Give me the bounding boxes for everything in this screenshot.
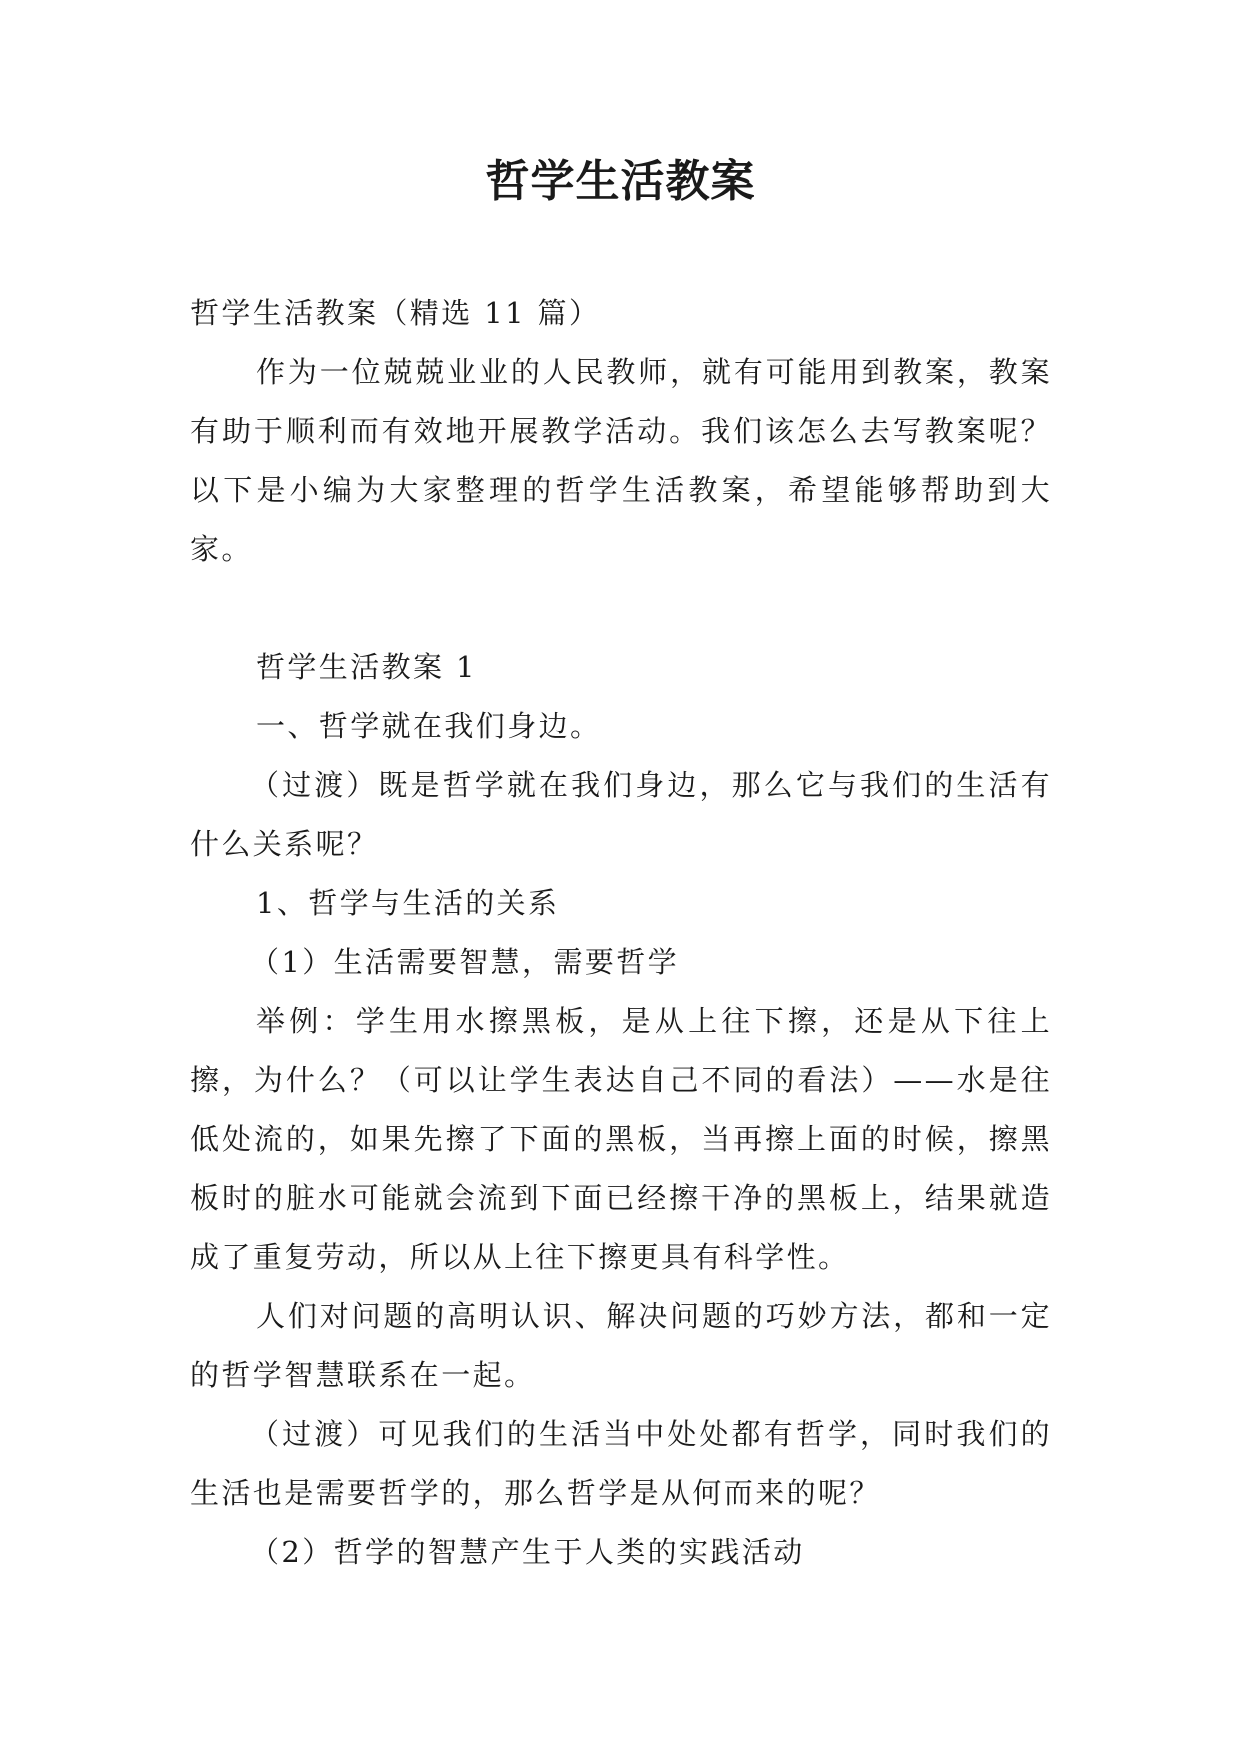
body-paragraph: 1、哲学与生活的关系 [256, 886, 560, 920]
body-paragraph: 举例：学生用水擦黑板，是从上往下擦，还是从下往上擦，为什么？（可以让学生表达自己不同的看法）——水是往低处流的，如果先擦了下面的黑板，当再擦上面的时候，擦黑板时的脏水可能就会流到下面已经擦干净的黑板上，结果就造成了重复劳动，所以从上往下擦更具有科学性。 [190, 1004, 1052, 1274]
body-paragraph: （过渡）可见我们的生活当中处处都有哲学，同时我们的生活也是需要哲学的，那么哲学是从何而来的呢？ [190, 1417, 1052, 1510]
body-paragraph: （1）生活需要智慧，需要哲学 [250, 945, 680, 979]
body-paragraph: 人们对问题的高明认识、解决问题的巧妙方法，都和一定的哲学智慧联系在一起。 [190, 1299, 1052, 1392]
document-body [190, 284, 1052, 1582]
subtitle-paragraph: 哲学生活教案（精选 11 篇） [190, 296, 601, 330]
section-heading: 哲学生活教案 1 [256, 650, 477, 684]
intro-paragraph: 作为一位兢兢业业的人民教师，就有可能用到教案，教案有助于顺利而有效地开展教学活动。我们该怎么去写教案呢？以下是小编为大家整理的哲学生活教案，希望能够帮助到大家。 [190, 355, 1052, 566]
body-paragraph: 一、哲学就在我们身边。 [256, 709, 602, 743]
body-paragraph: （2）哲学的智慧产生于人类的实践活动 [250, 1535, 805, 1569]
body-paragraph: （过渡）既是哲学就在我们身边，那么它与我们的生活有什么关系呢？ [190, 768, 1052, 861]
document-title: 哲学生活教案 [485, 156, 756, 207]
paragraph-gap [190, 579, 1052, 638]
